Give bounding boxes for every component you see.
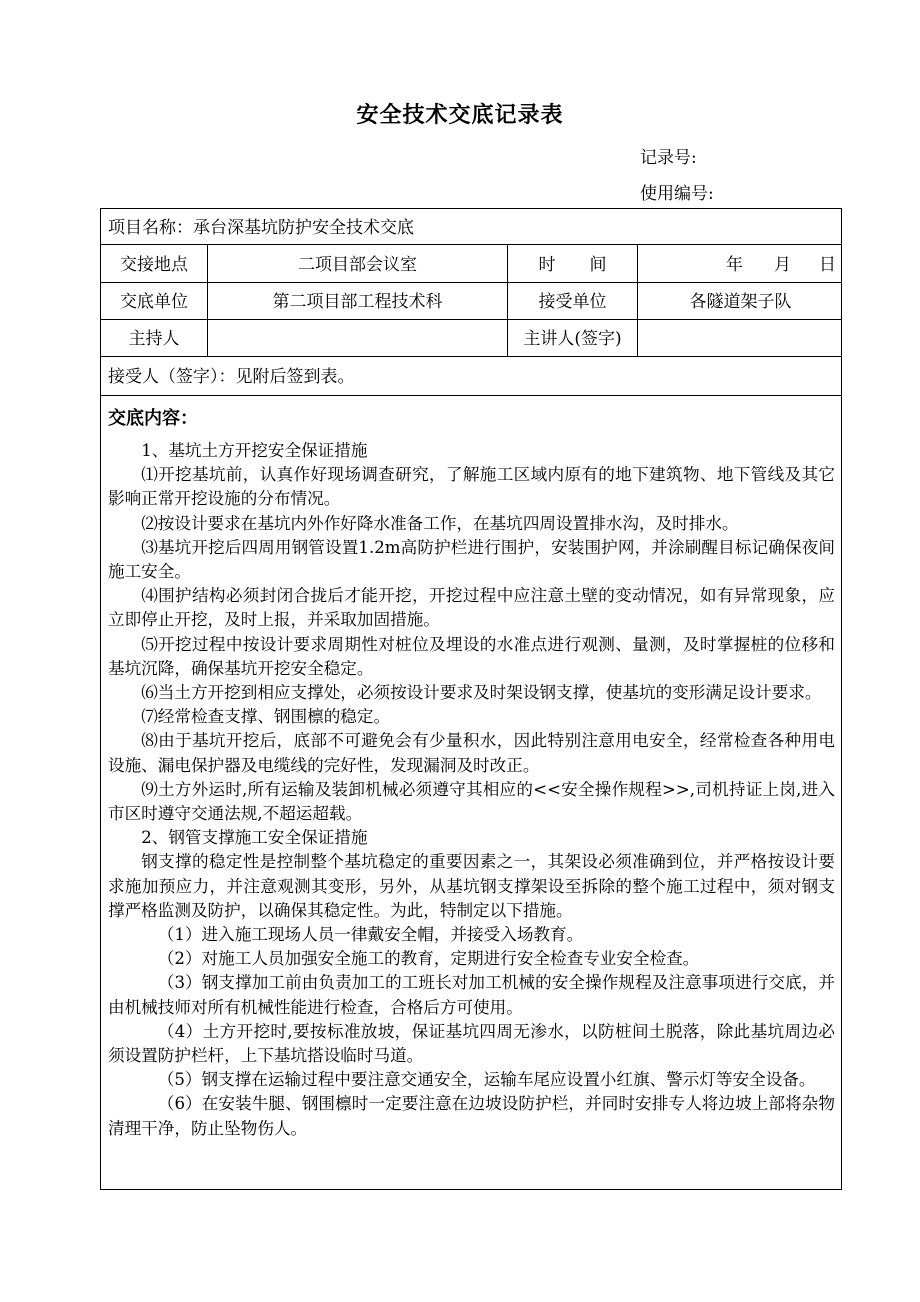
row-divider (101, 282, 841, 283)
record-number-label: 记录号: (640, 148, 697, 168)
row-divider (101, 356, 841, 357)
unit-label: 交底单位 (120, 292, 188, 312)
content-paragraph: （5）钢支撑在运输过程中要注意交通安全，运输车尾应设置小红旗、警示灯等安全设备。 (157, 1070, 816, 1090)
content-heading: 交底内容： (108, 408, 198, 429)
content-paragraph: （2）对施工人员加强安全施工的教育，定期进行安全检查专业安全检查。 (157, 949, 700, 969)
project-name: 项目名称：承台深基坑防护安全技术交底 (108, 218, 414, 238)
content-paragraph: （3）钢支撑加工前由负责加工的工班长对加工机械的安全操作规程及注意事项进行交底，并由机械技师对所有机械性能进行检查，合格后方可使用。 (108, 973, 835, 1017)
time-month: 月 (774, 255, 791, 275)
time-value (638, 254, 843, 276)
location-label: 交接地点 (120, 255, 188, 275)
content-paragraph: ⑶基坑开挖后四周用钢管设置1.2m高防护栏进行围护，安装围护网，并涂刷醒目标记确保夜间施工安全。 (108, 537, 835, 582)
content-paragraph: （1）进入施工现场人员一律戴安全帽，并接受入场教育。 (157, 925, 584, 945)
host-label: 主持人 (128, 329, 180, 349)
receiver-unit-label: 接受单位 (538, 292, 607, 312)
row-divider (101, 319, 841, 320)
disclosure-content (108, 407, 835, 1141)
content-paragraph: （6）在安装牛腿、钢围檩时一定要注意在边坡设防护栏，并同时安排专人将边坡上部将杂物清理干净，防止坠物伤人。 (108, 1094, 835, 1138)
section-heading: 2、钢管支撑施工安全保证措施 (141, 828, 368, 848)
disclosure-form (100, 208, 842, 1190)
page-title: 安全技术交底记录表 (356, 103, 564, 128)
time-year: 年 (726, 255, 743, 275)
receiver-signature: 接受人（签字）：见附后签到表。 (108, 367, 355, 387)
time-label: 时 间 (538, 255, 607, 275)
row-divider (101, 395, 841, 396)
content-paragraph: ⑹当土方开挖到相应支撑处，必须按设计要求及时架设钢支撑，使基坑的变形满足设计要求。 (141, 683, 822, 703)
content-paragraph: ⑴开挖基坑前，认真作好现场调查研究，了解施工区域内原有的地下建筑物、地下管线及其它影响正常开挖设施的分布情况。 (108, 465, 835, 509)
content-paragraph: ⑻由于基坑开挖后，底部不可避免会有少量积水，因此特别注意用电安全，经常检查各种用电设施、漏电保护器及电缆线的完好性，发现漏洞及时改正。 (108, 731, 835, 775)
time-day: 日 (819, 255, 836, 275)
use-number-label: 使用编号: (640, 184, 714, 204)
content-paragraph: ⑵按设计要求在基坑内外作好降水准备工作，在基坑四周设置排水沟，及时排水。 (141, 513, 739, 533)
speaker-label: 主讲人(签字) (523, 329, 622, 349)
section-heading: 1、基坑土方开挖安全保证措施 (141, 441, 368, 460)
content-paragraph: （4）土方开挖时,要按标准放坡，保证基坑四周无渗水，以防桩间土脱落，除此基坑周边必须设置防护栏杆，上下基坑搭设临时马道。 (108, 1021, 835, 1066)
content-paragraph: ⑷围护结构必须封闭合拢后才能开挖，开挖过程中应注意土壁的变动情况，如有异常现象，应立即停止开挖，及时上报，并采取加固措施。 (108, 586, 835, 630)
row-divider (101, 244, 841, 245)
content-paragraph: ⑼土方外运时,所有运输及装卸机械必须遵守其相应的<<安全操作规程>>,司机持证上岗,进入市区时遵守交通法规,不超运超载。 (108, 779, 835, 824)
receiver-unit-value: 各隧道架子队 (689, 292, 792, 312)
location-value: 二项目部会议室 (298, 255, 417, 275)
content-paragraph: ⑺经常检查支撑、钢围檩的稳定。 (141, 707, 391, 727)
unit-value: 第二项目部工程技术科 (272, 292, 443, 312)
content-paragraph: 钢支撑的稳定性是控制整个基坑稳定的重要因素之一，其架设必须准确到位，并严格按设计要求施加预应力，并注意观测其变形，另外，从基坑钢支撑架设至拆除的整个施工过程中，须对钢支撑严格监测及防护，以确保其稳定性。为此，特制定以下措施。 (108, 852, 835, 920)
content-paragraph: ⑸开挖过程中按设计要求周期性对桩位及埋设的水准点进行观测、量测，及时掌握桩的位移和基坑沉降，确保基坑开挖安全稳定。 (108, 634, 835, 678)
